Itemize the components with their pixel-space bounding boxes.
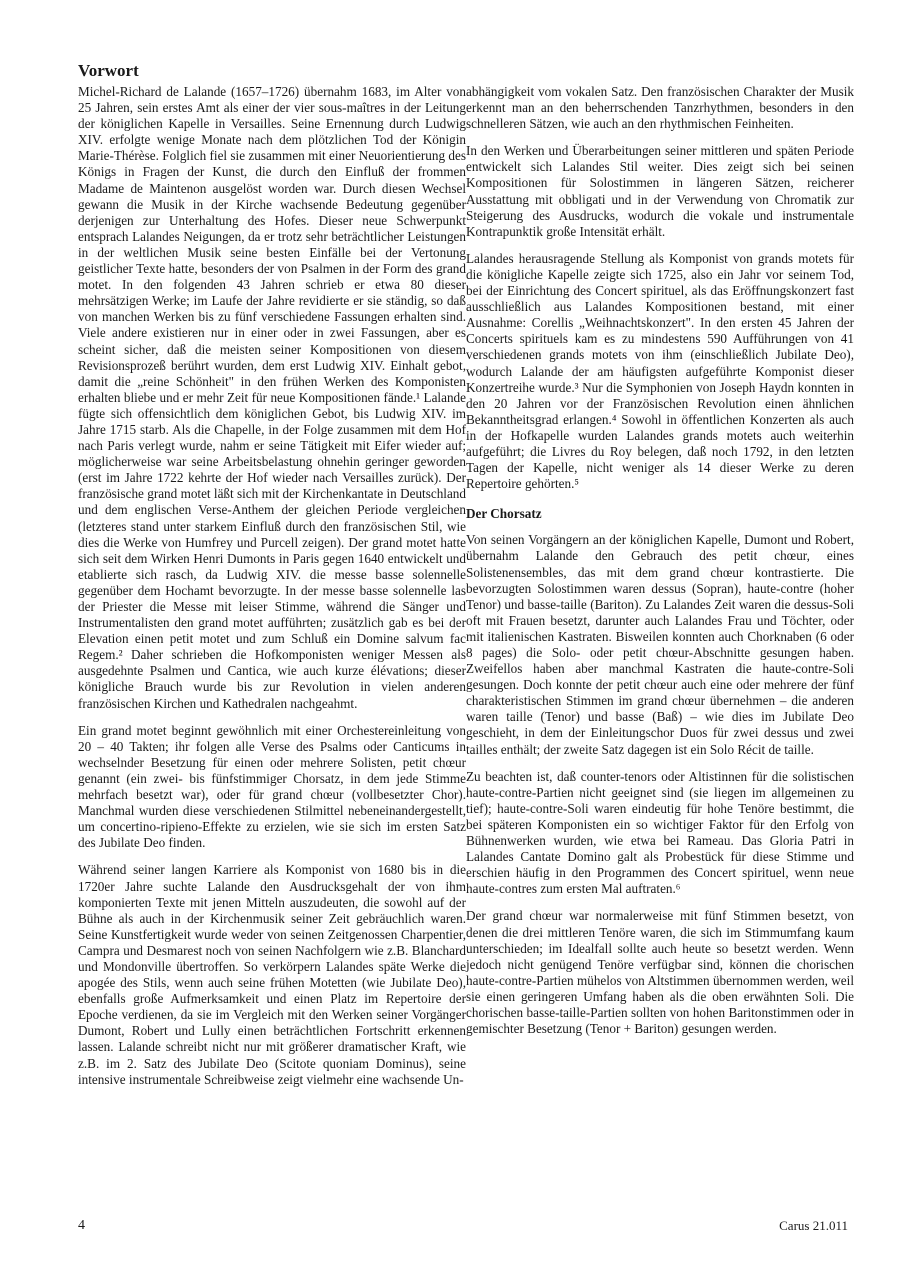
paragraph: Lalandes herausragende Stellung als Komponist von grands motets für die königliche Kapelle zeigte sich 1725, also ein Jahr vor seinem Tod, bei der Einrichtung des Concert spirituel, als das Eröffnungskonzert fast ausschließlich aus Lalandes Kompositionen bestand, mit einer Ausnahme: Corellis „Weihnachtskonzert". In den ersten 45 Jahren der Concerts spirituels kam es zu mindestens 590 Aufführungen von 41 verschiedenen grands motets von ihm (einschließlich Jubilate Deo), wodurch Lalande der am häufigsten aufgeführte Komponist dieser Konzertreihe wurde.³ Nur die Symphonien von Joseph Haydn konnten in den 20 Jahren vor der Französischen Revolution einen ähnlichen Bekanntheitsgrad erlangen.⁴ Sowohl in öffentlichen Konzerten als auch in der Hofkapelle wurden Lalandes grands motets auch weiterhin aufgeführt; die Livres du Roy belegen, daß noch 1792, in den letzten Tagen der Kapelle, nicht weniger als 14 dieser Werke zu deren Repertoire gehörten.⁵ [466,250,854,492]
paragraph: Ein grand motet beginnt gewöhnlich mit einer Orchestereinleitung von 20 – 40 Takten; ihr folgen alle Verse des Psalms oder Canticums in wechselnder Besetzung für einen oder mehrere Solisten, petit chœur genannt (ein zwei- bis fünfstimmiger Chorsatz, in dem jede Stimme mehrfach besetzt war), oder für grand chœur (vollbesetzter Chor). Manchmal wurden diese verschiedenen Stilmittel nebeneinandergestellt, um concertino-ripieno-Effekte zu erzielen, wie sie sich im ersten Satz des Jubilate Deo finden. [78,722,466,851]
paragraph: Von seinen Vorgängern an der königlichen Kapelle, Dumont und Robert, übernahm Lalande den Gebrauch des petit chœur, eines Solistenensembles, das mit dem grand chœur kontrastierte. Die bevorzugten Solostimmen waren dessus (Sopran), haute-contre (hoher Tenor) und basse-taille (Bariton). Zu Lalandes Zeit waren die dessus-Soli oft mit Frauen besetzt, darunter auch Lalandes Frau und Töchter, oder mit italienischen Kastraten. Bisweilen konnten auch Chorknaben (6 oder 8 pages) die Solo- oder petit chœur-Abschnitte gesungen haben. Zweifellos haben aber manchmal Kastraten die haute-contre-Soli gesungen. Doch konnte der petit chœur auch eine oder mehrere der fünf charakteristischen Stimmen im grand chœur übernehmen – die anderen waren taille (Tenor) und basse (Baß) – wie dies im Jubilate Deo geschieht, in dem der Einleitungschor Duos für zwei dessus und zwei tailles enthält; der zweite Satz dagegen ist ein Solo Récit de taille. [466,532,854,757]
page-number: 4 [78,1218,85,1233]
section-heading: Der Chorsatz [466,506,542,522]
paragraph: Während seiner langen Karriere als Komponist von 1680 bis in die 1720er Jahre suchte Lalande den Ausdrucksgehalt der von ihm komponierten Texte mit jenen Mitteln auszudeuten, die sowohl auf der Bühne als auch in der Kirchenmusik seiner Zeit gebräuchlich waren. Seine Kunstfertigkeit wurde weder von seinen Zeitgenossen Charpentier, Campra und Desmarest noch von seinen Nachfolgern wie z.B. Blanchard und Mondonville übertroffen. So verkörpern Lalandes späte Werke die apogée des Stils, wenn auch seine frühen Motetten (wie Jubilate Deo), ebenfalls große Aufmerksamkeit und einen Platz im Repertoire der Epoche verdienen, da sie im Vergleich mit den Werken seiner Vorgänger Dumont, Robert und Lully einen beträchtlichen Fortschritt erkennen lassen. Lalande schreibt nicht nur mit größerer dramatischer Kraft, wie z.B. im 2. Satz des Jubilate Deo (Scitote quoniam Dominus), seine intensive instrumentale Schreibweise zeigt vielmehr eine wachsende Un- [78,862,466,1087]
catalog-number: Carus 21.011 [779,1218,848,1233]
paragraph: Zu beachten ist, daß counter-tenors oder Altistinnen für die solistischen haute-contre-Partien nicht geeignet sind (sie liegen im allgemeinen zu tief); haute-contre-Soli waren eindeutig für hohe Tenöre bestimmt, die bei späteren Komponisten ein so wichtiger Faktor für den Erfolg von Bühnenwerken wurden, wie etwa bei Rameau. Das Gloria Patri in Lalandes Cantate Domino galt als Probestück für diese Stimme und erschien häufig in den Programmen des Concert spirituel, wenn neue haute-contres zum ersten Mal auftraten.⁶ [466,768,854,897]
paragraph: In den Werken und Überarbeitungen seiner mittleren und späten Periode entwickelt sich Lalandes Stil weiter. Dies zeigt sich bei seinen Kompositionen für Solostimmen in längeren Sätzen, reicherer Ausstattung mit obbligati und in der Verwendung von Chromatik zur Steigerung des Ausdrucks, wodurch die vokale und instrumentale Kontrapunktik große Intensität erhält. [466,143,854,239]
paragraph: abhängigkeit vom vokalen Satz. Den französischen Charakter der Musik erkennt man an den beherrschenden Tanzrhythmen, besonders in den schnelleren Sätzen, wie auch an den rhythmischen Feinheiten. [466,84,854,132]
paragraph: Michel-Richard de Lalande (1657–1726) übernahm 1683, im Alter von 25 Jahren, sein erstes Amt als einer der vier sous-maîtres in der Leitung der königlichen Kapelle in Versailles. Seine Ernennung durch Ludwig XIV. erfolgte wenige Monate nach dem plötzlichen Tod der Königin Marie-Thérèse. Folglich fiel sie zusammen mit einer Neuorientierung des Königs in Fragen der Kunst, die durch den Einfluß der frommen Madame de Maintenon ausgelöst worden war. Durch diesen Wechsel gewann die Musik in der Kirche wachsende Bedeutung gegenüber derjenigen zur Unterhaltung des Hofes. Dieser neue Schwerpunkt entsprach Lalandes Neigungen, da er trotz sehr beträchtlicher Leistungen in der weltlichen Musik seine besten Einfälle bei der Vertonung geistlicher Texte hatte, besonders der von Psalmen in der Form des grand motet. In den folgenden 43 Jahren schrieb er etwa 80 dieser mehrsätzigen Werke; im Laufe der Jahre revidierte er sie ständig, so daß von manchen Werken bis zu fünf verschiedene Fassungen erhalten sind. Viele andere existieren nur in einer oder in zwei Fassungen, aber es scheint sicher, daß die meisten seiner Kompositionen von diesem Revisionsprozeß berührt wurden, dem erst Ludwig XIV. Einhalt gebot, damit die „reine Schönheit" in den frühen Werken des Komponisten erhalten bliebe und er mehr Zeit für neue Kompositionen fände.¹ Lalande fügte sich offensichtlich dem königlichen Gebot, bis Ludwig XIV. im Jahre 1715 starb. Als die Chapelle, in der Folge zusammen mit dem Hof nach Paris verlegt wurde, nahm er seine Tätigkeit mit Eifer wieder auf; möglicherweise war seine Arbeitsbelastung ohnehin geringer geworden (erst im Jahre 1722 kehrte der Hof wieder nach Versailles zurück). Der französische grand motet läßt sich mit der Kirchenkantate in Deutschland und dem englischen Verse-Anthem der gleichen Periode vergleichen (letzteres stand unter starkem Einfluß durch den französischen Stil, wie dies die Werke von Humfrey und Purcell zeigen). Der grand motet hatte sich seit dem Wirken Henri Dumonts in Paris gegen 1640 entwickelt und etablierte sich rasch, da Ludwig XIV. die messe basse solennelle gegenüber dem Hochamt bevorzugte. In der messe basse solennelle las der Priester die Messe mit leiser Stimme, während die Sänger und Instrumentalisten den grand motet aufführten; zusätzlich gab es bei der Elevation einen petit motet und zum Schluß ein Domine salvum fac Regem.² Daher schrieben die Hofkomponisten weniger Messen als ausgedehnte Psalmen und Cantica, wie auch kurze élévations; dieser königliche Brauch wurde bis zur Revolution in vielen anderen französischen Kirchen und Kathedralen nachgeahmt. [78,84,466,711]
page-heading: Vorwort [78,61,139,80]
right-column [466,84,854,1048]
paragraph: Der grand chœur war normalerweise mit fünf Stimmen besetzt, von denen die drei mittleren Tenöre waren, die sich im Stimmumfang kaum unterschieden; im Idealfall sollte auch heute so besetzt werden. Wenn jedoch nicht genügend Tenöre verfügbar sind, können die chorischen haute-contre-Partien mühelos von Altstimmen übernommen werden, weil sie einen geringeren Umfang haben als die oben erwähnten Soli. Die chorischen basse-taille-Partien sollten von hohen Baritonstimmen oder in gemischter Besetzung (Tenor + Bariton) gesungen werden. [466,908,854,1037]
left-column [78,84,466,1099]
